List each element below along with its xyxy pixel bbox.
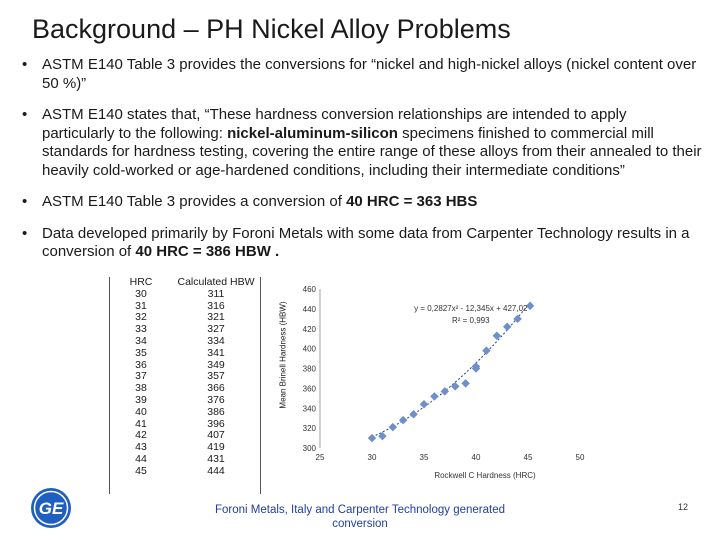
table-header: Calculated HBW [177, 276, 255, 288]
bold-text: nickel-aluminum-silicon [227, 124, 398, 142]
hbw-cell: 327 [207, 323, 225, 336]
x-tick-label: 25 [315, 453, 325, 462]
y-tick-label: 320 [302, 424, 316, 434]
hrc-cell: 31 [135, 299, 147, 312]
y-axis-label: Mean Brinell Hardness (HBW) [278, 301, 288, 409]
hbw-cell: 357 [207, 370, 225, 383]
bullet-dot: • [22, 224, 28, 242]
hbw-cell: 396 [207, 417, 225, 430]
trend-equation: y = 0,2827x² - 12,345x + 427,02 [414, 303, 528, 313]
hbw-cell: 316 [207, 299, 225, 312]
hbw-cell: 386 [207, 405, 225, 418]
data-point [368, 434, 376, 442]
hrc-cell: 36 [135, 358, 147, 371]
y-tick-label: 460 [302, 285, 316, 294]
hrc-cell: 35 [135, 346, 147, 359]
hbw-cell: 444 [207, 464, 225, 477]
table-header: HRC [129, 276, 153, 288]
bullet-item [22, 225, 702, 262]
bullet-item [22, 106, 702, 180]
page-number: 12 [677, 502, 688, 512]
data-point [493, 331, 501, 339]
bullet-text [42, 56, 702, 93]
hbw-cell: 376 [207, 393, 225, 406]
bold-text: 40 HRC = 363 HBS [346, 193, 478, 210]
bullet-item [22, 193, 702, 212]
hrc-cell: 38 [135, 382, 147, 395]
data-point [482, 346, 490, 354]
hrc-cell: 37 [135, 370, 147, 383]
footer-note: Foroni Metals, Italy and Carpenter Technology generated conversion [214, 504, 505, 530]
slide-title: Background – PH Nickel Alloy Problems [32, 14, 511, 44]
hbw-cell: 419 [207, 441, 225, 454]
hardness-chart [290, 275, 600, 490]
y-tick-label: 440 [302, 304, 316, 314]
ge-logo [30, 487, 72, 529]
bullet-text [42, 106, 702, 180]
x-axis-label: Rockwell C Hardness (HRC) [434, 471, 536, 480]
data-point [441, 387, 449, 395]
hbw-cell: 341 [207, 346, 225, 359]
data-point [389, 423, 397, 431]
data-point [461, 379, 469, 387]
x-tick-label: 30 [367, 453, 377, 462]
x-tick-label: 35 [419, 453, 429, 462]
hrc-cell: 33 [135, 323, 147, 336]
text-span: specimens finished to commercial mill standards for hardness testing, covering the entire range of these alloys from their annealed to their heavily cold-worked or age-hardened conditions, including their intermediate conditions” [42, 124, 702, 179]
hbw-cell: 431 [207, 452, 225, 465]
hrc-cell: 43 [135, 441, 147, 454]
x-tick-label: 45 [523, 453, 533, 462]
hrc-cell: 39 [135, 393, 147, 406]
bullet-dot: • [22, 106, 28, 123]
text-span: ASTM E140 Table 3 provides a conversion of [42, 193, 347, 210]
y-tick-label: 420 [302, 324, 316, 334]
hrc-cell: 34 [135, 334, 147, 347]
bullet-dot: • [22, 193, 28, 210]
data-point [503, 323, 511, 331]
hrc-cell: 44 [135, 452, 147, 465]
hrc-cell: 42 [135, 429, 147, 442]
hbw-cell: 349 [207, 358, 225, 371]
data-point [451, 382, 459, 390]
hbw-cell: 407 [207, 429, 225, 442]
hrc-column [110, 277, 172, 478]
data-point [420, 400, 428, 408]
y-tick-label: 400 [302, 344, 316, 354]
conversion-table [109, 277, 261, 494]
bullet-text [42, 225, 702, 262]
y-tick-label: 340 [302, 404, 316, 414]
hbw-cell: 311 [207, 287, 225, 300]
y-tick-label: 300 [302, 444, 316, 453]
hbw-cell: 321 [207, 311, 225, 324]
r-squared: R² = 0,993 [452, 315, 490, 325]
hrc-cell: 32 [135, 311, 147, 324]
bullet-text [42, 193, 702, 212]
hrc-cell: 40 [135, 405, 147, 418]
hrc-cell: 30 [135, 287, 147, 300]
x-tick-label: 40 [471, 453, 481, 462]
bold-text: 40 HRC = 386 HBW . [135, 243, 280, 260]
data-point [399, 416, 407, 424]
bullet-item [22, 56, 702, 93]
text-span: ASTM E140 Table 3 provides the conversions for “nickel and high-nickel alloys (nickel content over 50 %)” [42, 56, 697, 92]
y-tick-label: 360 [302, 384, 316, 394]
data-point [430, 392, 438, 400]
text-span: Data developed primarily by Foroni Metals with some data from Carpenter Technology results in a conversion of [42, 224, 690, 260]
x-tick-label: 50 [575, 453, 585, 462]
hrc-cell: 41 [135, 417, 147, 430]
hrc-cell: 45 [135, 464, 147, 477]
data-point [409, 410, 417, 418]
hbw-column [172, 277, 260, 478]
hbw-cell: 334 [207, 334, 225, 347]
hbw-cell: 366 [207, 382, 225, 395]
y-tick-label: 380 [302, 364, 316, 374]
svg-text:GE: GE [38, 499, 64, 518]
bullet-list [22, 56, 702, 275]
bullet-dot: • [22, 56, 28, 73]
text-span: ASTM E140 states that, “These hardness conversion relationships are intended to apply particularly to the following: [42, 106, 627, 142]
